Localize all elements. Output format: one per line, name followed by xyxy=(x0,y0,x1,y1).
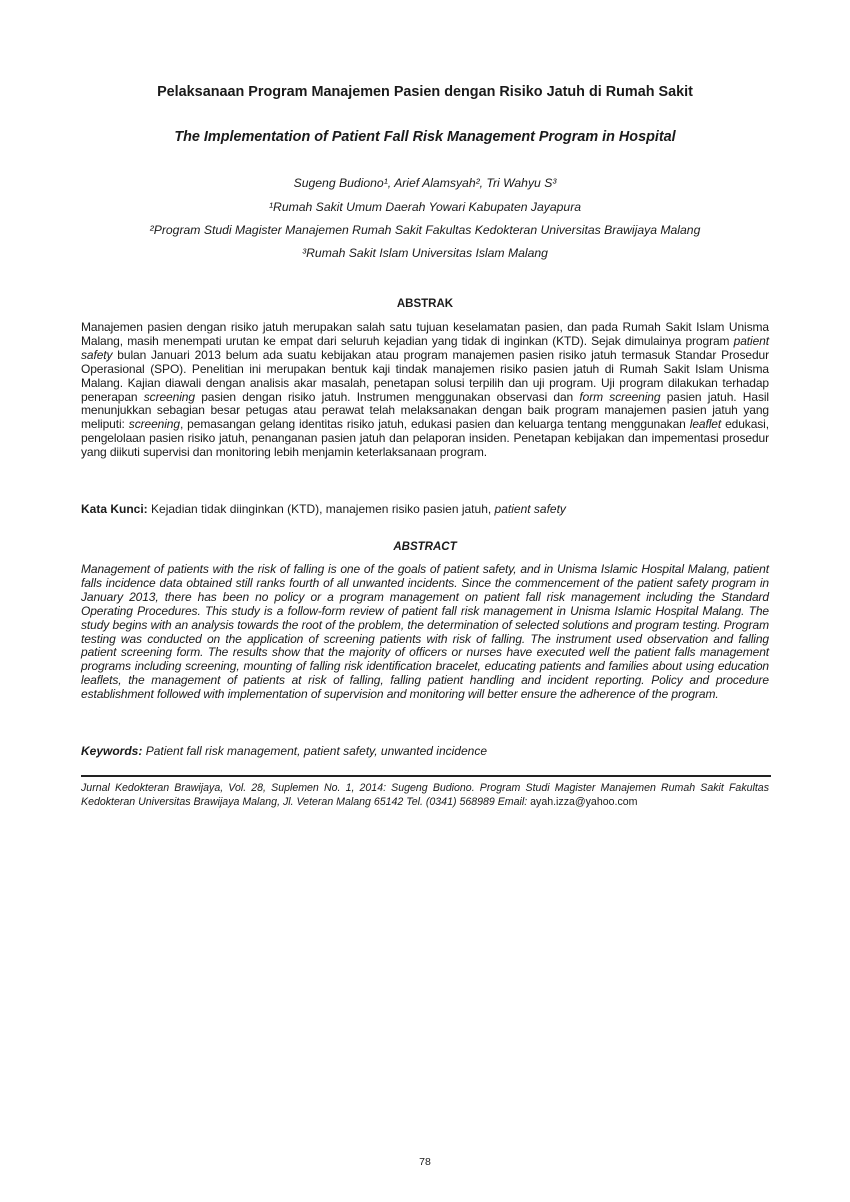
abstrak-em-4: screening xyxy=(128,417,180,432)
abstrak-em-5: leaflet xyxy=(689,417,722,432)
keywords-label: Keywords: xyxy=(81,744,143,758)
footnote xyxy=(81,781,769,809)
abstrak-em-2: screening xyxy=(143,389,195,404)
kata-kunci-text: Kejadian tidak diinginkan (KTD), manajemen risiko pasien jatuh, xyxy=(147,502,495,516)
abstrak-body xyxy=(81,321,769,460)
kata-kunci-em: patient safety xyxy=(494,502,566,516)
footnote-email: ayah.izza@yahoo.com xyxy=(530,796,638,808)
page-number: 78 xyxy=(419,1156,431,1168)
abstrak-text-6: edukasi, pengelolaan pasien risiko jatuh, penanganan pasien jatuh dan pelaporan insiden. Penetapan kebijakan dan impementasi prosedur yang diikuti supervisi dan monitoring lebih menjamin keterlaksanaan program. xyxy=(81,417,769,460)
kata-kunci xyxy=(81,502,769,516)
paper-subtitle-english: The Implementation of Patient Fall Risk Management Program in Hospital xyxy=(174,129,676,145)
abstrak-em-1: patient safety xyxy=(81,333,769,362)
abstract-heading: ABSTRACT xyxy=(393,541,457,553)
abstrak-em-3: form screening xyxy=(579,389,661,404)
affiliation-1: ¹Rumah Sakit Umum Daerah Yowari Kabupaten Jayapura xyxy=(268,200,582,214)
keywords-text: Patient fall risk management, patient safety, unwanted incidence xyxy=(142,744,488,758)
kata-kunci-label: Kata Kunci: xyxy=(81,502,148,516)
abstrak-text-2: bulan Januari 2013 belum ada suatu kebijakan atau program manajemen pasien risiko jatuh termasuk Standar Prosedur Operasional (SPO). Penelitian ini merupakan bentuk kaji tindak manajemen risiko pasien jatuh di Rumah Sakit Islam Unisma Malang. Kajian diawali dengan analisis akar masalah, penetapan solusi terpilih dan uji program. Uji program dilakukan terhadap penerapan xyxy=(81,347,769,404)
abstract-body: Management of patients with the risk of falling is one of the goals of patient safety, and in Unisma Islamic Hospital Malang, patient falls incidence data obtained still ranks fourth of all unwanted incidents. Since the commencement of the patient safety program in January 2013, there has been no policy or a program management on patient fall risk management including the Standard Operating Procedures. This study is a follow-form review of patient fall risk management in Unisma Islamic Hospital Malang. The study begins with an analysis towards the root of the problem, the determination of selected solutions and program testing. Program testing was conducted on the application of screening patients with risk of falling. The instrument used observation and falling patient screening form. The results show that the majority of officers or nurses have executed well the patient falls management programs including screening, mounting of falling risk identification bracelet, educating patients and families about using education leaflets, the management of patients at risk of falling, falling patient handling and incident reporting. Policy and procedure establishment followed with implementation of supervision and monitoring will better ensure the adherence of the program. xyxy=(81,562,769,702)
abstrak-text-5: , pemasangan gelang identitas risiko jatuh, edukasi pasien dan keluarga tentang menggunakan xyxy=(179,417,690,432)
abstrak-text-1: Manajemen pasien dengan risiko jatuh merupakan salah satu tujuan keselamatan pasien, dan pada Rumah Sakit Islam Unisma Malang, masih menempati urutan ke empat dari seluruh kejadian yang tidak di inginkan (KTD). Sejak dimulainya program xyxy=(81,320,769,348)
abstrak-heading: ABSTRAK xyxy=(396,298,454,310)
footnote-text: Jurnal Kedokteran Brawijaya, Vol. 28, Suplemen No. 1, 2014: Sugeng Budiono. Program Studi Magister Manajemen Rumah Sakit Fakultas Kedokteran Universitas Brawijaya Malang, Jl. Veteran Malang 65142 Tel. (0341) 568989 Email: xyxy=(81,782,769,808)
affiliation-2: ²Program Studi Magister Manajemen Rumah Sakit Fakultas Kedokteran Universitas Brawijaya Malang xyxy=(149,223,701,237)
paper-title: Pelaksanaan Program Manajemen Pasien dengan Risiko Jatuh di Rumah Sakit xyxy=(157,84,693,100)
footnote-divider xyxy=(81,775,771,777)
abstrak-text-4: pasien jatuh. Hasil menunjukkan sebagian besar petugas atau perawat telah melaksanakan dengan baik program manajemen pasien jatuh yang meliputi: xyxy=(81,389,769,432)
abstrak-text-3: pasien dengan risiko jatuh. Instrumen menggunakan observasi dan xyxy=(194,389,580,404)
affiliation-3: ³Rumah Sakit Islam Universitas Islam Malang xyxy=(302,246,548,260)
author-list: Sugeng Budiono¹, Arief Alamsyah², Tri Wahyu S³ xyxy=(293,176,557,190)
keywords xyxy=(81,744,769,758)
